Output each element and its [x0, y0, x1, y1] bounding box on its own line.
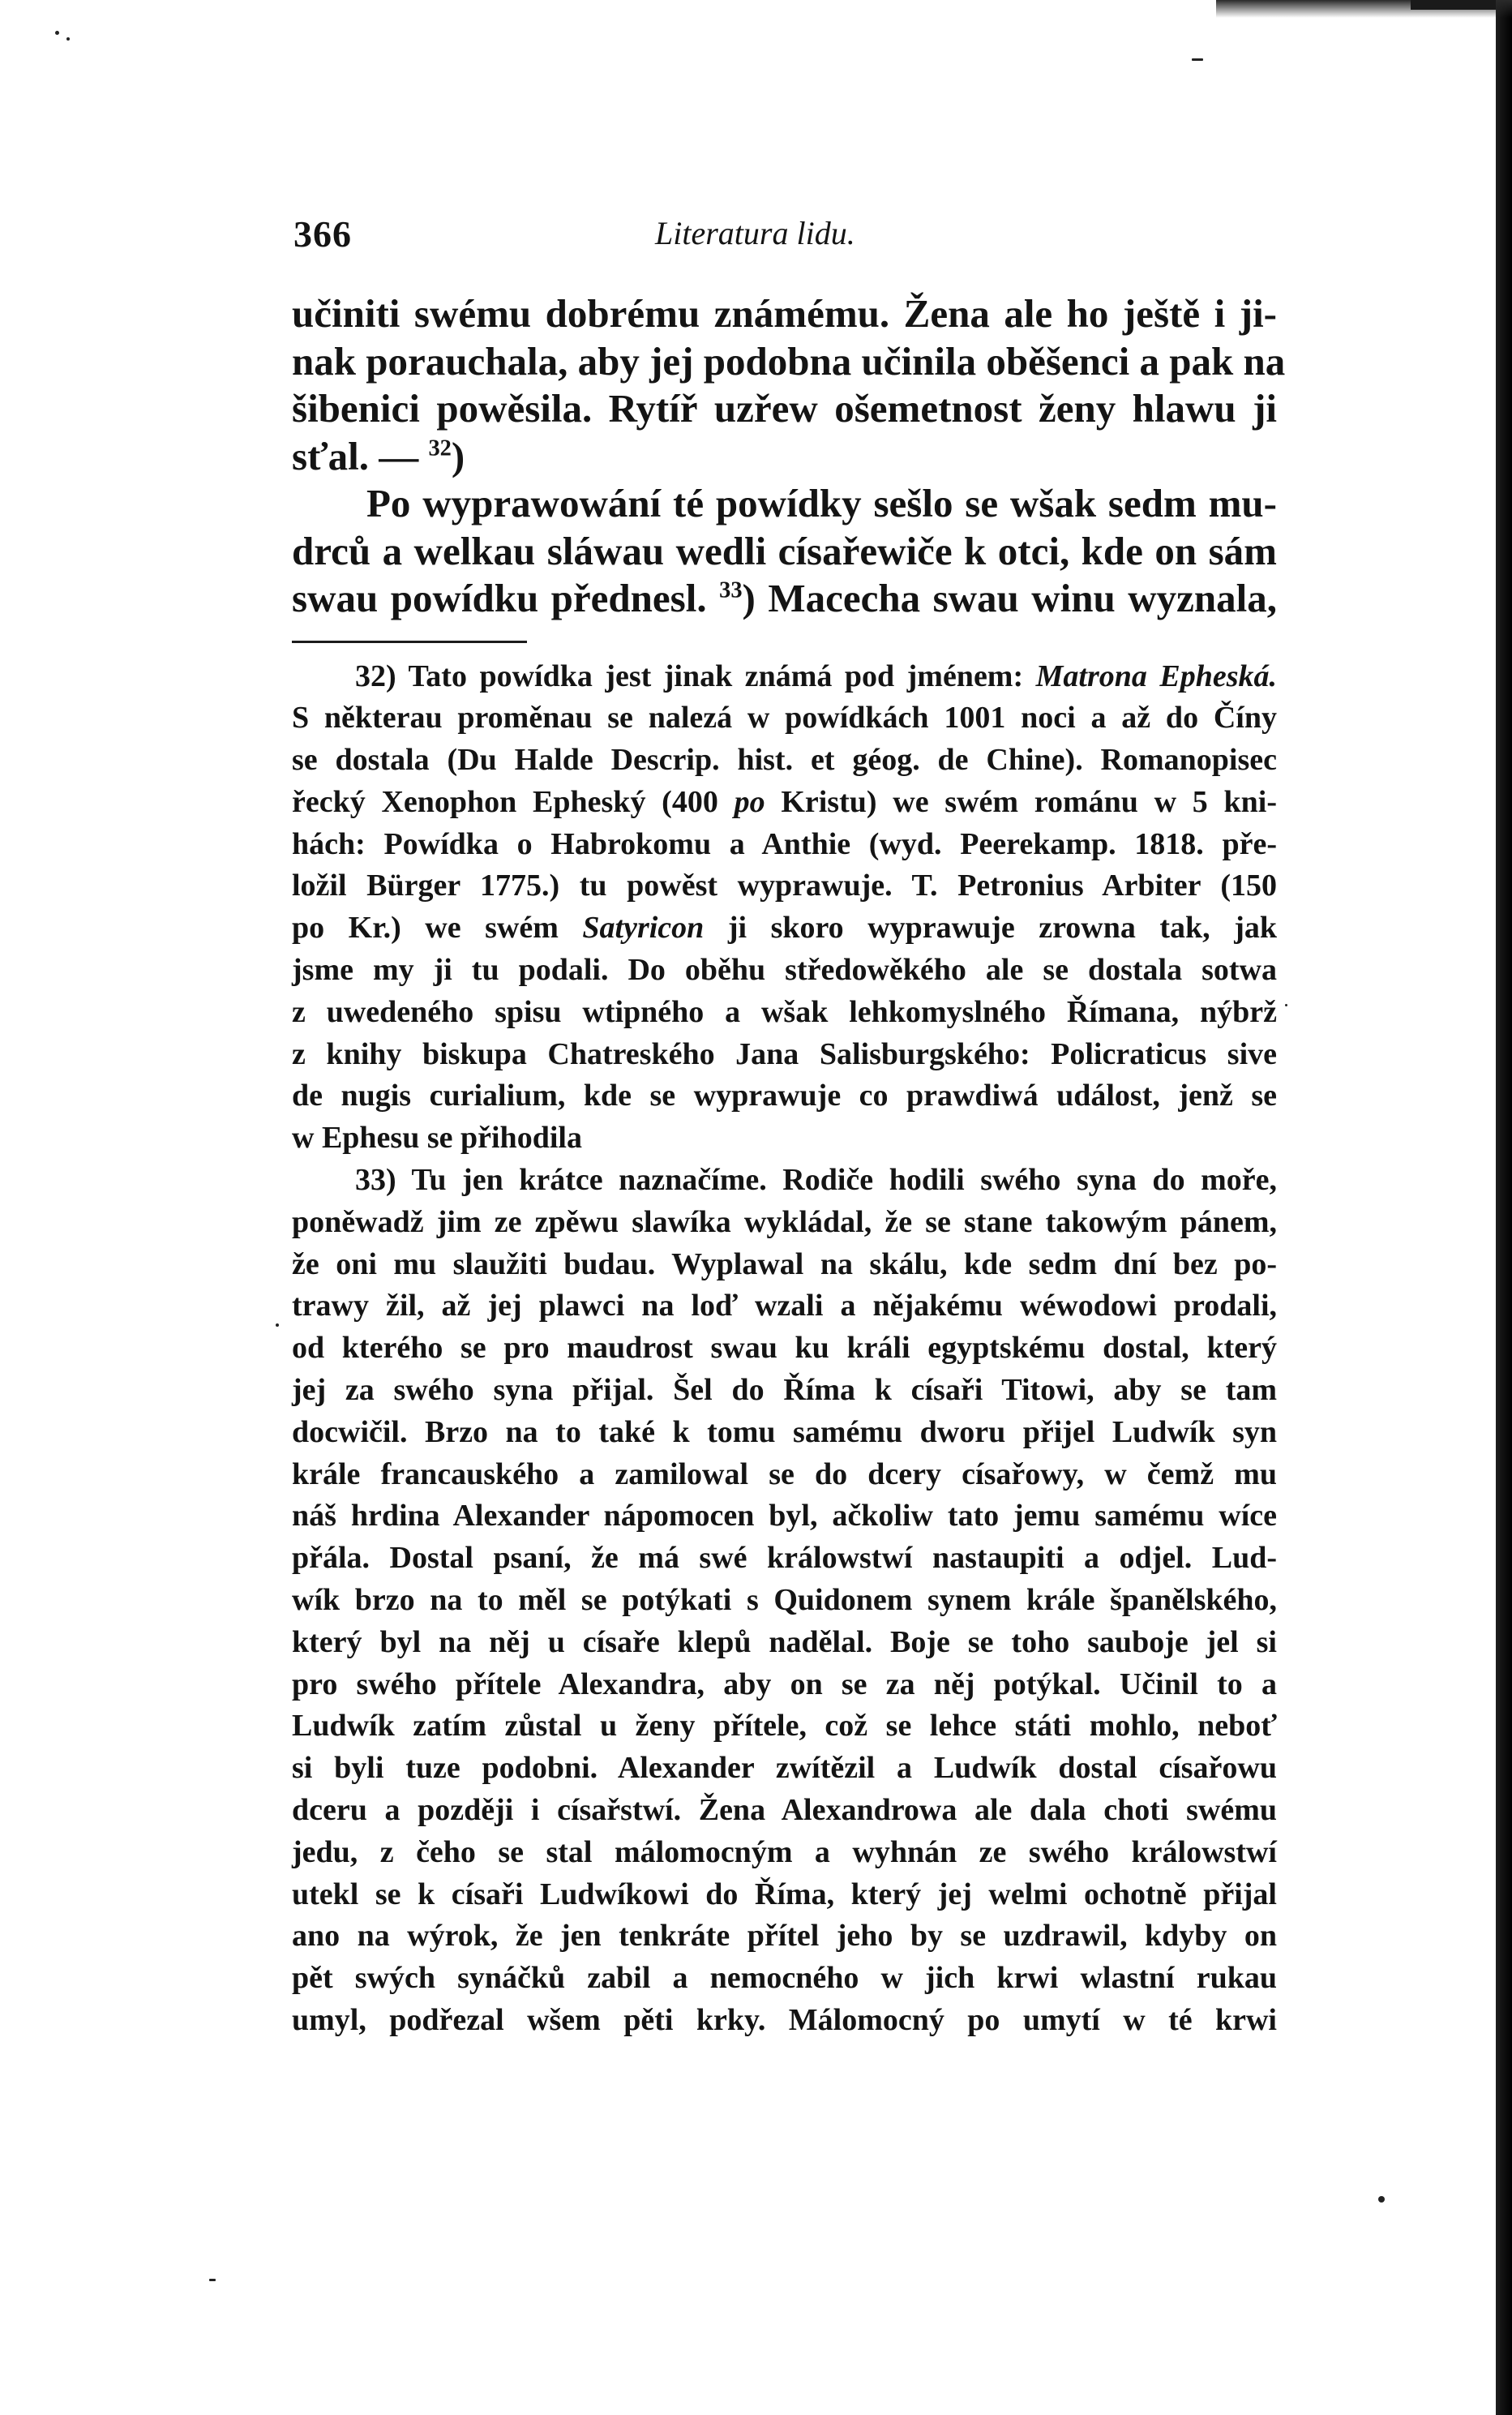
footnote-line: utekl se k císaři Ludwíkowi do Říma, který jej welmi ochotně přijal — [292, 1877, 1277, 1911]
main-text-line: drců a welkau sláwau wedli císařewiče k otci, kde on sám — [292, 528, 1277, 573]
scan-speck — [1378, 2196, 1385, 2203]
footnote-line: že oni mu slaužiti budau. Wyplawal na skálu, kde sedm dní bez po- — [292, 1246, 1277, 1281]
page-number: 366 — [293, 213, 352, 255]
footnote-line: pět swých synáčků zabil a nemocného w jich krwi wlastní rukau — [292, 1961, 1277, 1996]
scan-speck — [66, 37, 70, 41]
book-page — [292, 209, 1286, 2042]
footnote-line: Ludwík zatím zůstal u ženy přítele, což se lehce státi mohlo, neboť — [292, 1709, 1277, 1744]
footnote-fragment: řecký Xenophon Epheský (400 — [292, 784, 718, 819]
footnote-fragment: ji skoro wyprawuje zrowna tak, jak — [727, 911, 1277, 946]
footnote-line: jej za swého syna přijal. Šel do Říma k císaři Titowi, aby se tam — [292, 1373, 1277, 1408]
running-head: Literatura lidu. — [655, 215, 855, 251]
main-text-line — [292, 575, 1277, 623]
footnote-line: trawy žil, až jej plawci na loď wzali a nějakému wéwodowi prodali, — [292, 1289, 1277, 1323]
footnote-line: si byli tuze podobni. Alexander zwítězil a Ludwík dostal císařowu — [292, 1751, 1277, 1786]
main-text-fragment: ) — [451, 433, 465, 478]
footnote-line: S některau proměnau se nalezá w powídkách 1001 noci a až do Číny — [292, 701, 1277, 736]
footnote-separator — [292, 641, 527, 643]
footnote-line: krále francauského a zamilowal se do dcery císařowy, w čemž mu — [292, 1456, 1277, 1491]
footnote-fragment: Kristu) we swém románu w 5 kni- — [781, 784, 1278, 819]
main-text-line: Po wyprawowání té powídky sešlo se wšak sedm mu- — [366, 481, 1277, 525]
main-text-fragment: swau powídku přednesl. — [292, 576, 707, 620]
main-text-line: šibenici powěsila. Rytíř uzřew ošemetnost ženy hlawu ji — [292, 386, 1277, 431]
footnote-line: jedu, z čeho se stal málomocným a wyhnán ze swého králowstwí — [292, 1834, 1277, 1869]
footnote-line: pro swého přítele Alexandra, aby on se za něj potýkal. Učinil to a — [292, 1666, 1277, 1701]
scan-speck — [276, 1323, 279, 1327]
page-header — [292, 209, 1277, 258]
main-text-line: učiniti swému dobrému známému. Žena ale ho ještě i ji- — [292, 291, 1277, 336]
footnote-line: ano na wýrok, že jen tenkráte přítel jeho by se uzdrawil, kdyby on — [292, 1919, 1277, 1954]
scan-speck — [209, 2279, 216, 2281]
footnote-line: wík brzo na to měl se potýkati s Quidonem synem krále španělského, — [292, 1583, 1277, 1618]
main-text-line — [292, 433, 1277, 481]
footnote-line — [292, 907, 1277, 950]
footnote-line: jsme my ji tu podali. Do oběhu středowěkého ale se dostala sotwa — [292, 953, 1277, 988]
footnote-line: poněwadž jim ze zpěwu slawíka wykládal, že se stane takowým pánem, — [292, 1204, 1277, 1239]
main-text — [292, 290, 1286, 623]
scan-speck — [55, 31, 59, 35]
footnote-line: z knihy biskupa Chatreského Jana Salisburgského: Policraticus sive — [292, 1036, 1277, 1071]
footnotes — [292, 656, 1277, 2042]
footnote-line: 33) Tu jen krátce naznačíme. Rodiče hodili swého syna do moře, — [355, 1163, 1277, 1198]
footnote-line: hách: Powídka o Habrokomu a Anthie (wyd. Peerekamp. 1818. pře- — [292, 826, 1277, 861]
footnote-italic: Matrona Epheská. — [1035, 658, 1277, 693]
main-text-line: nak porauchala, aby jej podobna učinila oběšenci a pak na — [292, 338, 1286, 384]
footnote-line — [292, 782, 1277, 824]
footnote-line: w Ephesu se přihodila — [292, 1121, 582, 1156]
scan-speck — [1192, 58, 1203, 61]
footnote-line: umyl, podřezal wšem pěti krky. Málomocný po umytí w té krwi — [292, 2003, 1277, 2037]
footnote-line: od kterého se pro maudrost swau ku králi egyptskému dostal, který — [292, 1331, 1277, 1366]
footnote-line: se dostala (Du Halde Descrip. hist. et géog. de Chine). Romanopisec — [292, 743, 1277, 778]
footnote-fragment: 32) Tato powídka jest jinak známá pod jménem: — [355, 658, 1024, 693]
footnote-ref-32: 32 — [428, 435, 452, 461]
footnote-line — [292, 656, 1277, 698]
main-text-fragment: ) Macecha swau winu wyznala, — [742, 576, 1278, 620]
footnote-line: z uwedeného spisu wtipného a wšak lehkomyslného Římana, nýbrž — [292, 994, 1277, 1029]
scan-frame-edge — [1496, 0, 1512, 2415]
footnote-line: přála. Dostal psaní, že má swé králowstwí nastaupiti a odjel. Lud- — [292, 1541, 1277, 1576]
footnote-line: ložil Bürger 1775.) tu powěst wyprawuje. T. Petronius Arbiter (150 — [292, 869, 1277, 903]
scan-speck — [1285, 1004, 1287, 1006]
footnote-line: který byl na něj u císaře klepů nadělal. Boje se toho sauboje jel si — [292, 1624, 1277, 1659]
footnote-line: dceru a později i císařstwí. Žena Alexandrowa ale dala choti swému — [292, 1793, 1277, 1828]
footnote-fragment: po Kr.) we swém — [292, 911, 559, 946]
footnote-line: náš hrdina Alexander nápomocen byl, ačkoliw tato jemu samému wíce — [292, 1499, 1277, 1534]
footnote-line: docwičil. Brzo na to také k tomu samému dworu přijel Ludwík syn — [292, 1414, 1277, 1449]
scan-frame-strip — [1411, 0, 1496, 10]
footnote-italic: Satyricon — [582, 911, 705, 946]
footnote-ref-33: 33 — [719, 577, 743, 603]
footnote-italic: po — [734, 784, 765, 819]
footnote-line: de nugis curialium, kde se wyprawuje co prawdiwá událost, jenž se — [292, 1079, 1277, 1113]
main-text-fragment: sťal. — — [292, 433, 419, 478]
